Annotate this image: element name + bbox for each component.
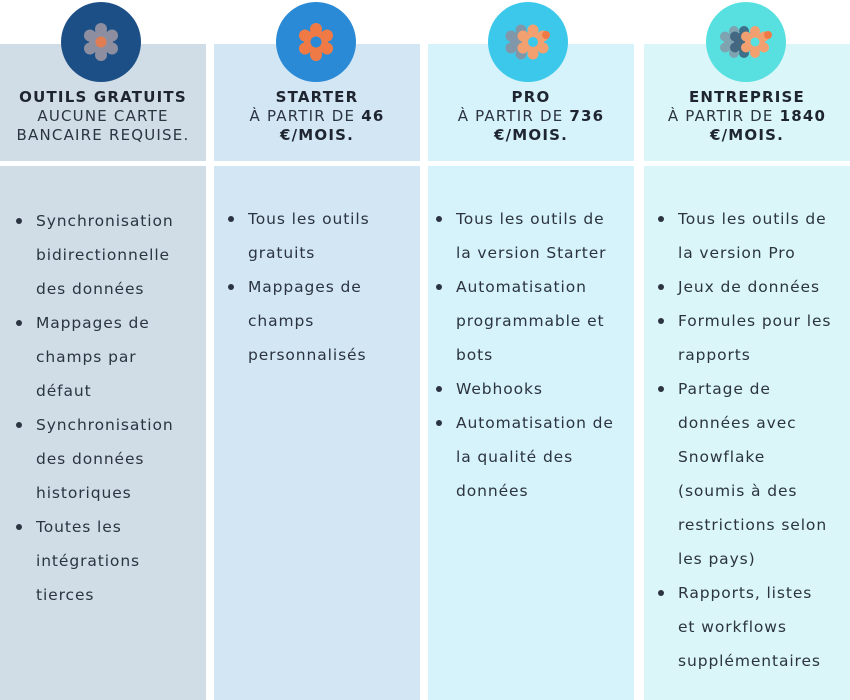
sprocket-icon [61,2,141,82]
feature-item: Automatisation programmable et bots [434,270,614,372]
plan-price-unit: €/MOIS. [709,126,785,144]
plan-price: À PARTIR DE 736 [457,107,605,125]
plan-price-unit: €/MOIS. [493,126,569,144]
plan-features-panel [0,166,206,700]
sprocket-stack-icon [706,2,786,82]
feature-item: Synchronisation des données historiques [14,408,174,510]
plan-features-panel [428,166,634,700]
plan-price: À PARTIR DE 1840 [667,107,827,125]
plan-column-starter [214,0,420,700]
plan-name: STARTER [275,88,359,106]
feature-item: Rapports, listes et workflows supplémentaires [656,576,831,678]
feature-item: Synchronisation bidirectionnelle des données [14,204,174,306]
sprocket-stack-icon [488,2,568,82]
plan-column-pro [428,0,634,700]
plan-price-unit: €/MOIS. [279,126,355,144]
plan-price: À PARTIR DE 46 [249,107,385,125]
feature-item: Tous les outils gratuits [226,202,370,270]
feature-item: Mappages de champs personnalisés [226,270,370,372]
feature-item: Jeux de données [656,270,831,304]
feature-item: Mappages de champs par défaut [14,306,174,408]
feature-list [226,202,370,372]
plan-note: AUCUNE CARTE [37,107,169,125]
feature-item: Automatisation de la qualité des données [434,406,614,508]
feature-item: Tous les outils de la version Pro [656,202,831,270]
feature-item: Toutes les intégrations tierces [14,510,174,612]
feature-item: Webhooks [434,372,614,406]
plan-name: PRO [511,88,551,106]
feature-list [656,202,831,678]
plan-features-panel [214,166,420,700]
feature-item: Tous les outils de la version Starter [434,202,614,270]
sprocket-icon [276,2,356,82]
plan-name: ENTREPRISE [688,88,805,106]
plan-features-panel [644,166,850,700]
feature-item: Partage de données avec Snowflake (soumis à des restrictions selon les pays) [656,372,831,576]
plan-name: OUTILS GRATUITS [19,88,187,106]
feature-list [434,202,614,508]
plan-note: BANCAIRE REQUISE. [16,126,190,144]
plan-column-free [0,0,206,700]
feature-list [14,204,174,612]
feature-item: Formules pour les rapports [656,304,831,372]
plan-column-enterprise [644,0,850,700]
